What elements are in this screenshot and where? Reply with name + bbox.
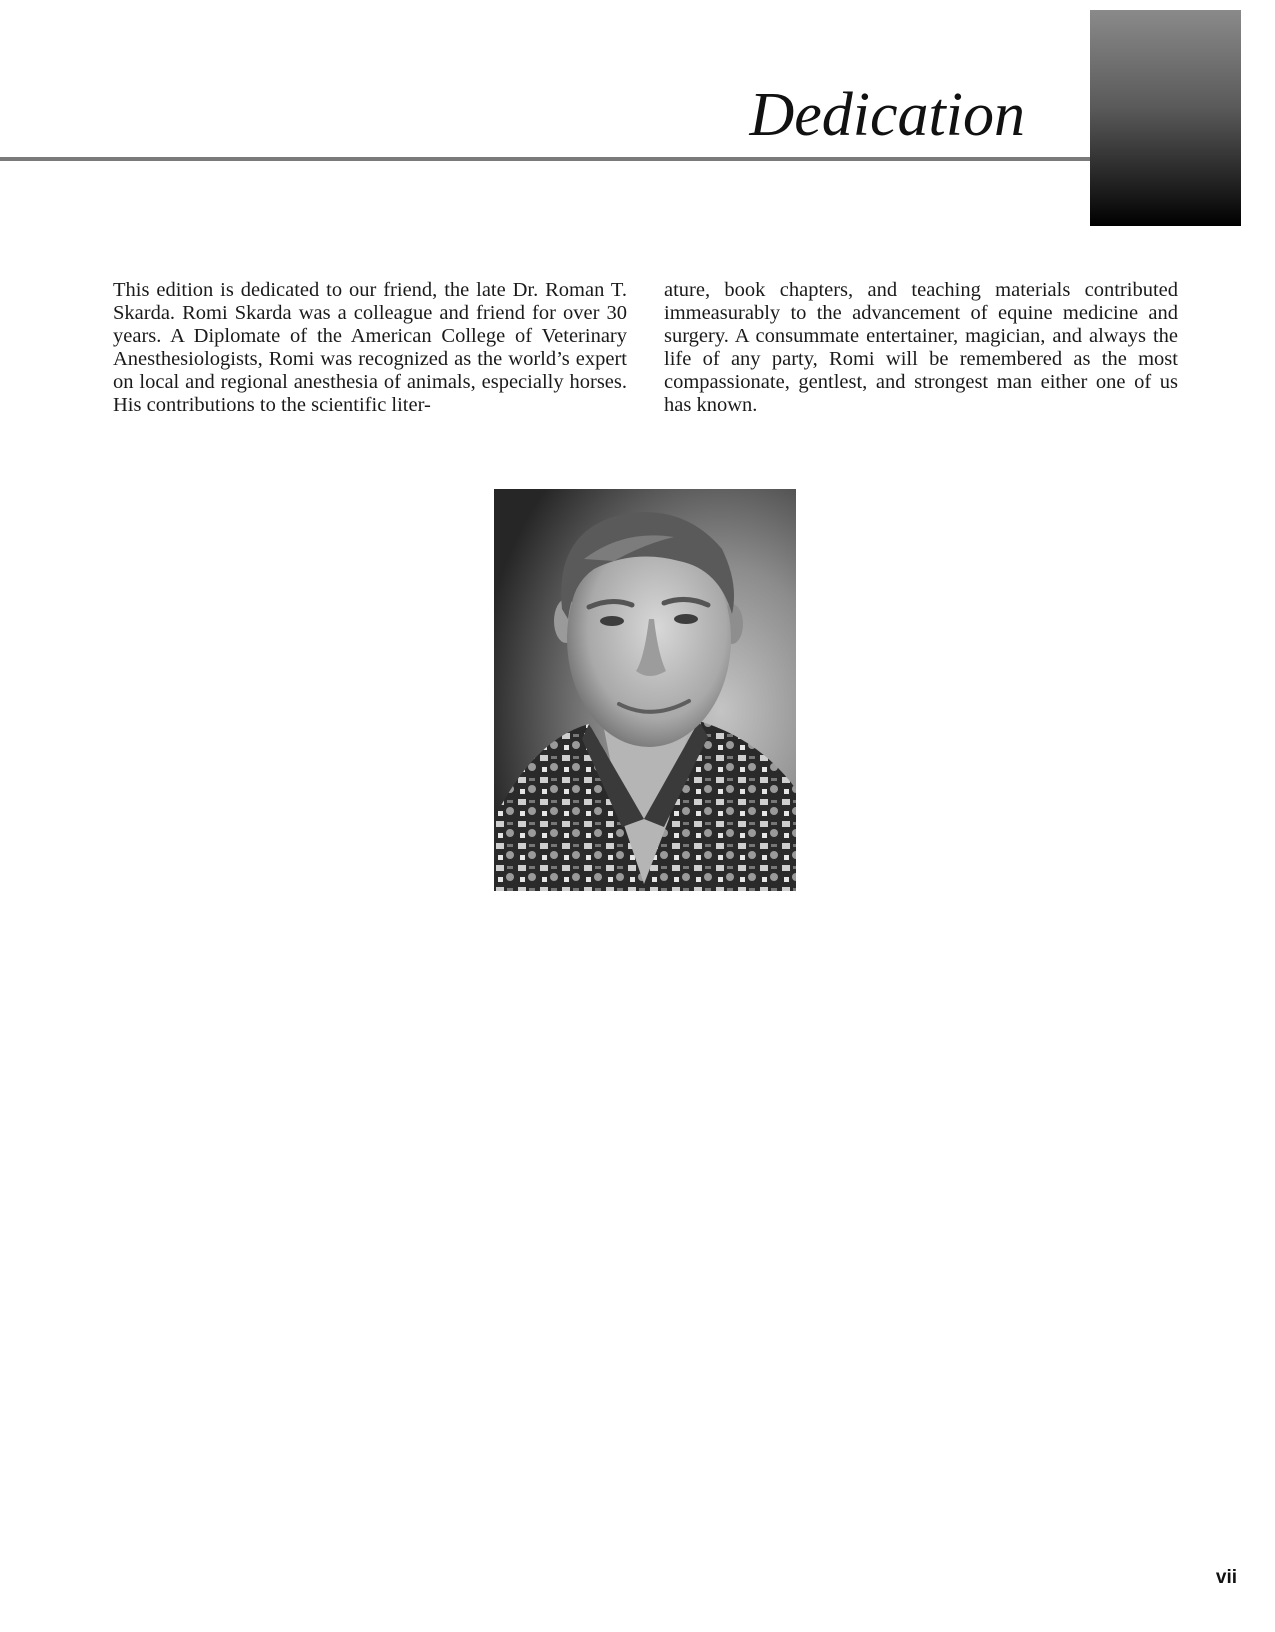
text-column-left: This edition is dedicated to our friend, the late Dr. Roman T. Skarda. Romi Skarda was a colleague and friend for over 30 years. A Diplomate of the American College of Veterinary Anesthesiologists, Romi was recognized as the world’s expert on local and regional anesthesia of animals, especially horses. His contributions to the scientific liter- [113, 279, 627, 416]
portrait-illustration [494, 489, 796, 891]
header-rule [0, 157, 1090, 161]
portrait-photo [494, 489, 796, 891]
dedication-text [113, 279, 1178, 417]
chapter-tab-block [1090, 10, 1241, 226]
text-column-right: ature, book chapters, and teaching materials contributed immeasurably to the advancement of equine medicine and surgery. A consummate entertainer, magician, and always the life of any party, Romi will be remembered as the most compassionate, gentlest, and strongest man either one of us has known. [664, 279, 1178, 416]
page-number: vii [1215, 1567, 1237, 1588]
page-title: Dedication [749, 81, 1025, 149]
